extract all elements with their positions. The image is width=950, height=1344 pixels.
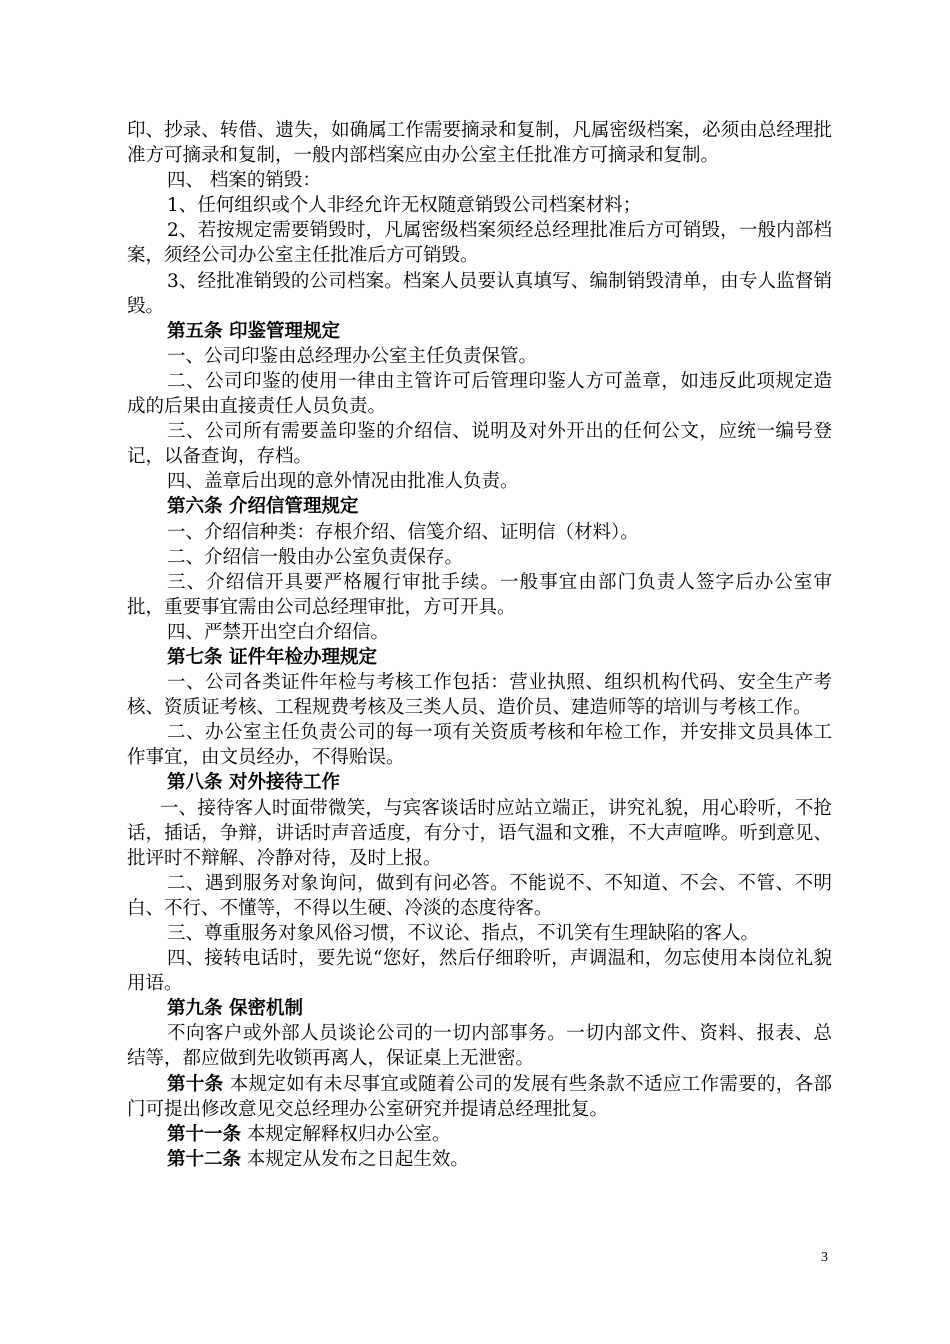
article-text: 本规定如有未尽事宜或随着公司的发展有些条款不适应工作需要的，各部门可提出修改意见交总经理办公室研究并提请总经理批复。 [127,1073,832,1120]
body-paragraph: 二、办公室主任负责公司的每一项有关资质考核和年检工作，并安排文员具体工作事宜，由文员经办，不得贻误。 [127,722,832,769]
article-paragraph [127,1072,832,1122]
body-paragraph: 一、介绍信种类：存根介绍、信笺介绍、证明信（材料）。 [167,521,639,543]
section-heading: 第八条 对外接待工作 [167,772,340,794]
section-heading: 第九条 保密机制 [167,998,303,1020]
body-paragraph: 不向客户或外部人员谈论公司的一切内部事务。一切内部文件、资料、报表、总结等，都应做到先收锁再离人，保证桌上无泄密。 [127,1023,832,1070]
body-paragraph: 一、公司各类证件年检与考核工作包括：营业执照、组织机构代码、安全生产考核、资质证考核、工程规费考核及三类人员、造价员、建造师等的培训与考核工作。 [127,672,832,719]
body-paragraph: 1、任何组织或个人非经允许无权随意销毁公司档案材料； [167,195,642,217]
page-number: 3 [821,1250,828,1265]
body-paragraph: 四、接转电话时，要先说“您好，然后仔细聆听，声调温和，勿忘使用本岗位礼貌用语。 [127,948,832,995]
article-text: 本规定解释权归办公室。 [241,1123,451,1145]
body-paragraph: 一、公司印鉴由总经理办公室主任负责保管。 [167,345,538,367]
article-number: 第十二条 [167,1148,242,1170]
body-paragraph: 四、盖章后出现的意外情况由批准人负责。 [167,471,519,493]
body-paragraph: 3、经批准销毁的公司档案。档案人员要认真填写、编制销毁清单，由专人监督销毁。 [127,270,832,317]
body-paragraph: 印、抄录、转借、遗失，如确属工作需要摘录和复制，凡属密级档案，必须由总经理批准方可摘录和复制，一般内部档案应由办公室主任批准方可摘录和复制。 [127,120,832,167]
section-heading: 第六条 介绍信管理规定 [167,496,359,518]
article-paragraph [127,1122,832,1147]
section-heading: 第五条 印鉴管理规定 [167,320,340,342]
article-paragraph [127,1147,832,1172]
article-number: 第十一条 [167,1123,242,1145]
section-heading: 第七条 证件年检办理规定 [167,646,377,668]
body-paragraph: 三、介绍信开具要严格履行审批手续。一般事宜由部门负责人签字后办公室审批，重要事宜需由公司总经理审批，方可开具。 [127,571,832,618]
body-paragraph: 二、介绍信一般由办公室负责保存。 [167,546,464,568]
body-paragraph: 二、遇到服务对象询问，做到有问必答。不能说不、不知道、不会、不管、不明白、不行、不懂等，不得以生硬、冷淡的态度待客。 [127,872,832,919]
document-body [127,118,832,1172]
body-paragraph: 2、若按规定需要销毁时，凡属密级档案须经总经理批准后方可销毁，一般内部档案，须经公司办公室主任批准后方可销毁。 [127,220,832,267]
body-paragraph: 四、 档案的销毁： [167,170,321,192]
body-paragraph: 二、公司印鉴的使用一律由主管许可后管理印鉴人方可盖章，如违反此项规定造成的后果由直接责任人员负责。 [127,370,832,418]
article-text: 本规定从发布之日起生效。 [241,1148,469,1170]
body-paragraph: 三、尊重服务对象风俗习惯，不议论、指点，不讥笑有生理缺陷的客人。 [167,923,760,944]
article-number: 第十条 [167,1073,224,1095]
body-paragraph: 三、公司所有需要盖印鉴的介绍信、说明及对外开出的任何公文，应统一编号登记，以备查询，存档。 [127,421,832,468]
body-paragraph: 四、严禁开出空白介绍信。 [167,621,390,643]
body-paragraph: 一、接待客人时面带微笑，与宾客谈话时应站立端正，讲究礼貌，用心聆听，不抢话，插话，争辩，讲话时声音适度，有分寸，语气温和文雅，不大声喧哗。听到意见、批评时不辩解、冷静对待，及时上报。 [127,797,832,869]
